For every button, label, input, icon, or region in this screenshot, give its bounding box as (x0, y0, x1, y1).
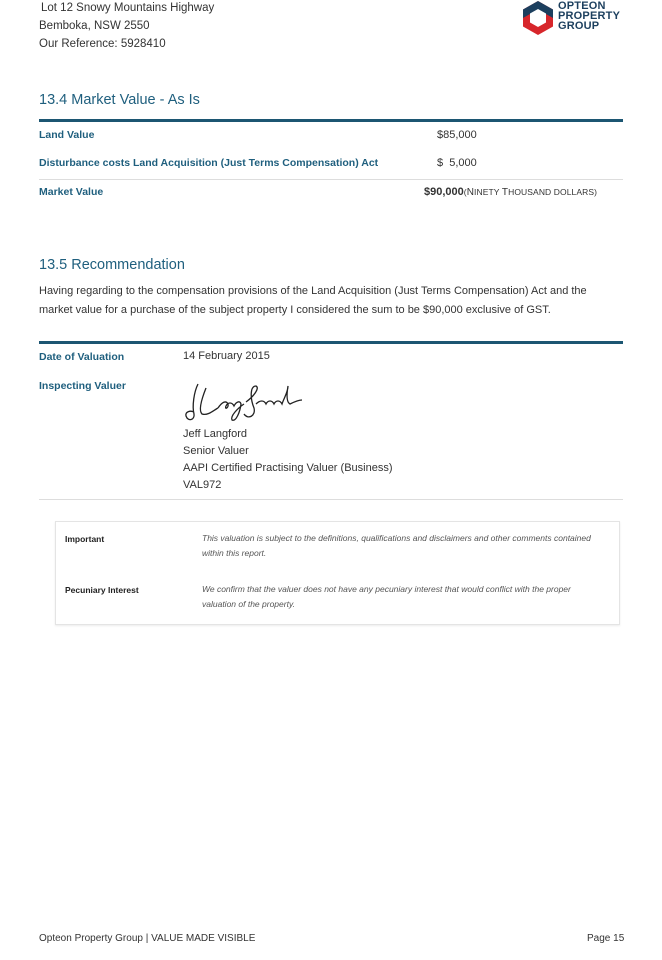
valuation-rule (39, 341, 623, 344)
recommendation-text: Having regarding to the compensation provisions of the Land Acquisition (Just Terms Compensation) Act and the market value for a purchase of the subject property I considered the sum to be $90,000 exclusive of GST. (39, 285, 587, 316)
market-value-divider (39, 179, 623, 180)
land-value-amount: $85,000 (437, 129, 477, 141)
recommendation-heading: 13.5 Recommendation (39, 257, 185, 273)
opteon-logo (520, 0, 626, 40)
market-value-amount: $90,000 (424, 186, 464, 198)
valuer-name: Jeff Langford (183, 428, 248, 440)
important-label: Important (65, 534, 105, 544)
logo-line-1: OPTEON (558, 0, 606, 12)
valuation-divider (39, 499, 623, 500)
valuer-certification: AAPI Certified Practising Valuer (Business) (183, 462, 393, 474)
logo-hexagon-icon (520, 0, 556, 36)
pecuniary-interest-text: We confirm that the valuer does not have any pecuniary interest that would conflict with the proper valuation of the property. (202, 584, 571, 609)
footer-company: Opteon Property Group | VALUE MADE VISIBLE (39, 933, 256, 944)
disturbance-costs-amount: $ 5,000 (437, 157, 477, 169)
valuer-details (183, 426, 393, 494)
logo-line-3: GROUP (558, 20, 600, 32)
market-value-rule (39, 119, 623, 122)
valuer-title: Senior Valuer (183, 445, 249, 457)
address-line-1: Lot 12 Snowy Mountains Highway (41, 2, 215, 14)
date-of-valuation-label: Date of Valuation (39, 351, 125, 363)
land-value-label: Land Value (39, 129, 95, 141)
market-value-amount-row (424, 186, 597, 198)
valuer-id: VAL972 (183, 479, 222, 491)
date-of-valuation-value: 14 February 2015 (183, 350, 270, 362)
footer-page-number: Page 15 (587, 933, 625, 944)
disturbance-costs-label: Disturbance costs Land Acquisition (Just Terms Compensation) Act (39, 157, 379, 169)
valuer-signature (184, 378, 304, 424)
address-line-2: Bemboka, NSW 2550 (39, 20, 150, 32)
pecuniary-interest-label: Pecuniary Interest (65, 585, 139, 595)
market-value-label: Market Value (39, 186, 104, 198)
market-value-words: (NINETY THOUSAND DOLLARS) (463, 187, 598, 198)
reference-line: Our Reference: 5928410 (39, 38, 166, 50)
important-text: This valuation is subject to the definitions, qualifications and disclaimers and other comments contained within this report. (202, 533, 591, 558)
market-value-heading: 13.4 Market Value - As Is (39, 92, 200, 108)
logo-wordmark (558, 1, 620, 31)
inspecting-valuer-label: Inspecting Valuer (39, 380, 126, 392)
logo-line-2: PROPERTY (558, 10, 621, 22)
notes-box (55, 521, 620, 625)
header-address (39, 0, 214, 53)
